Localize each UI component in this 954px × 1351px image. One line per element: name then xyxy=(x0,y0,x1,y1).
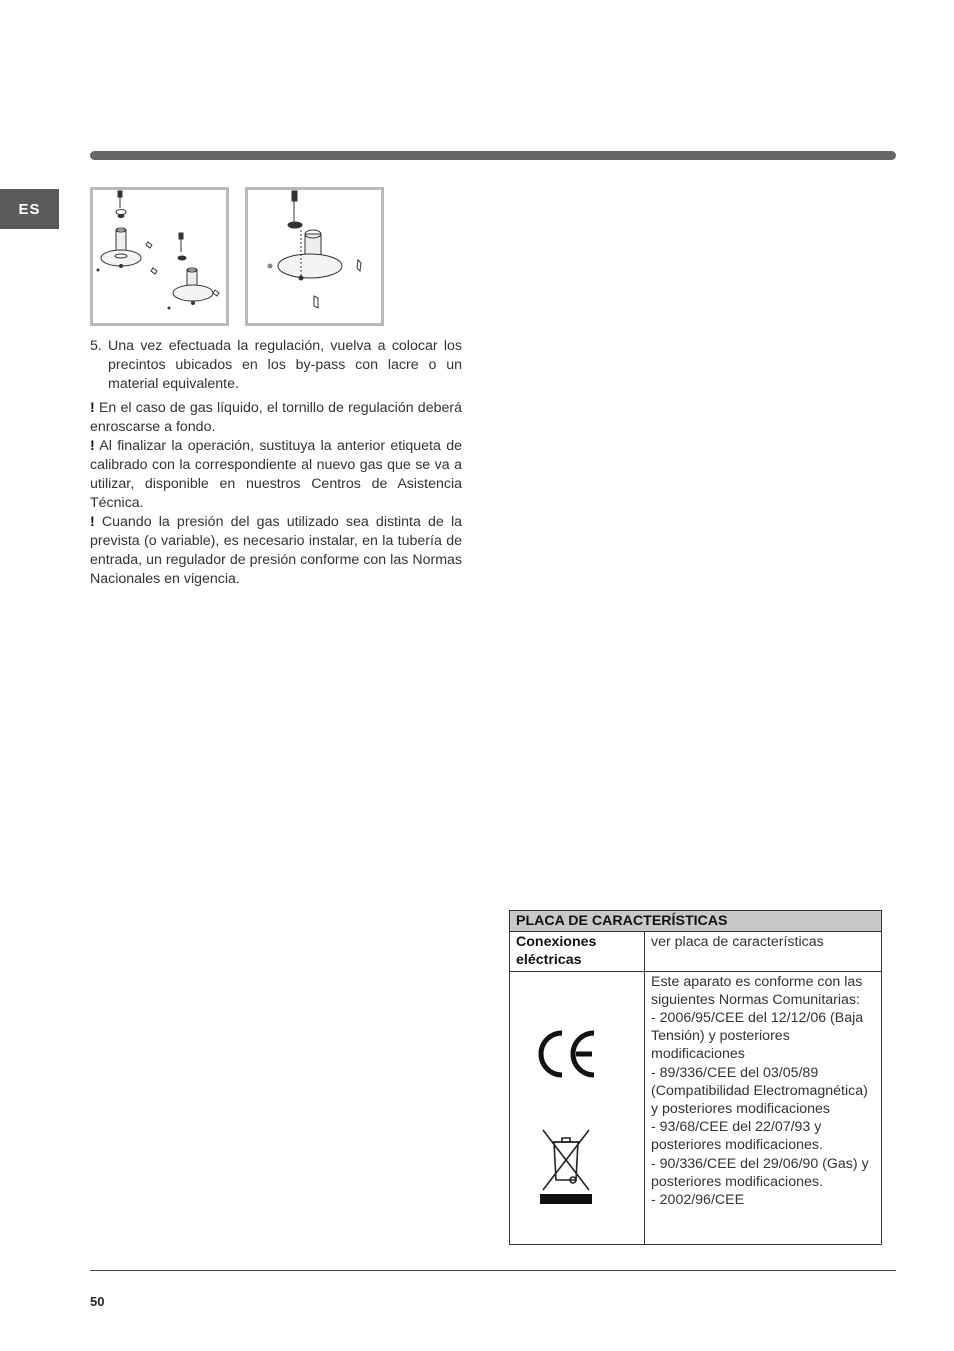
table-row xyxy=(510,971,882,1244)
table-row xyxy=(510,932,882,971)
footer-rule xyxy=(90,1270,896,1271)
step-5 xyxy=(90,337,462,394)
burner-screwdriver-illustration xyxy=(93,190,226,323)
instructions-column xyxy=(90,337,462,589)
spec-table xyxy=(509,910,882,1245)
list-item: - 93/68/CEE del 22/07/93 y posteriores modificaciones. xyxy=(651,1119,823,1154)
warning-mark: ! xyxy=(90,400,95,416)
list-item: - 90/336/CEE del 29/06/90 (Gas) y posteriores modificaciones. xyxy=(651,1155,869,1190)
list-item: - 2002/96/CEE xyxy=(651,1192,745,1209)
language-tab: ES xyxy=(0,189,59,229)
page-number: 50 xyxy=(90,1294,105,1309)
warning-mark: ! xyxy=(90,514,95,530)
row-value: ver placa de características xyxy=(645,932,882,971)
warning-note xyxy=(90,513,462,589)
header-bar xyxy=(90,151,896,160)
spec-table-title: PLACA DE CARACTERÍSTICAS xyxy=(510,911,882,932)
step-number: 5. xyxy=(90,338,102,354)
marks-cell xyxy=(510,971,645,1244)
warning-mark: ! xyxy=(90,438,95,454)
weee-crossed-bin-icon xyxy=(540,1128,592,1204)
warning-text: Cuando la presión del gas utilizado sea distinta de la prevista (o variable), es necesario instalar, en la tubería de entrada, un regulador de presión conforme con las Normas Nacionales en vigencia. xyxy=(90,514,462,587)
ce-mark-icon xyxy=(534,1028,600,1080)
row-label: Conexiones eléctricas xyxy=(510,932,645,971)
burner-screwdriver-illustration xyxy=(248,190,381,323)
conformity-cell xyxy=(645,971,882,1244)
warning-text: Al finalizar la operación, sustituya la anterior etiqueta de calibrado con la correspondiente al nuevo gas que se va a utilizar, disponible en nuestros Centros de Asistencia Técnica. xyxy=(90,438,462,511)
warning-note xyxy=(90,399,462,437)
step-text: Una vez efectuada la regulación, vuelva a colocar los precintos ubicados en los by-pass con lacre o un material equivalente. xyxy=(108,338,462,392)
conformity-intro: Este aparato es conforme con las siguientes Normas Comunitarias: xyxy=(651,973,863,1008)
warning-note xyxy=(90,437,462,513)
figure-burner-adjustment-1 xyxy=(90,187,229,326)
list-item: - 89/336/CEE del 03/05/89 (Compatibilidad Electromagnética) y posteriores modificaciones xyxy=(651,1064,868,1118)
figure-burner-adjustment-2 xyxy=(245,187,384,326)
list-item: - 2006/95/CEE del 12/12/06 (Baja Tensión) y posteriores modificaciones xyxy=(651,1010,864,1063)
warning-text: En el caso de gas líquido, el tornillo de regulación deberá enroscarse a fondo. xyxy=(90,400,462,435)
